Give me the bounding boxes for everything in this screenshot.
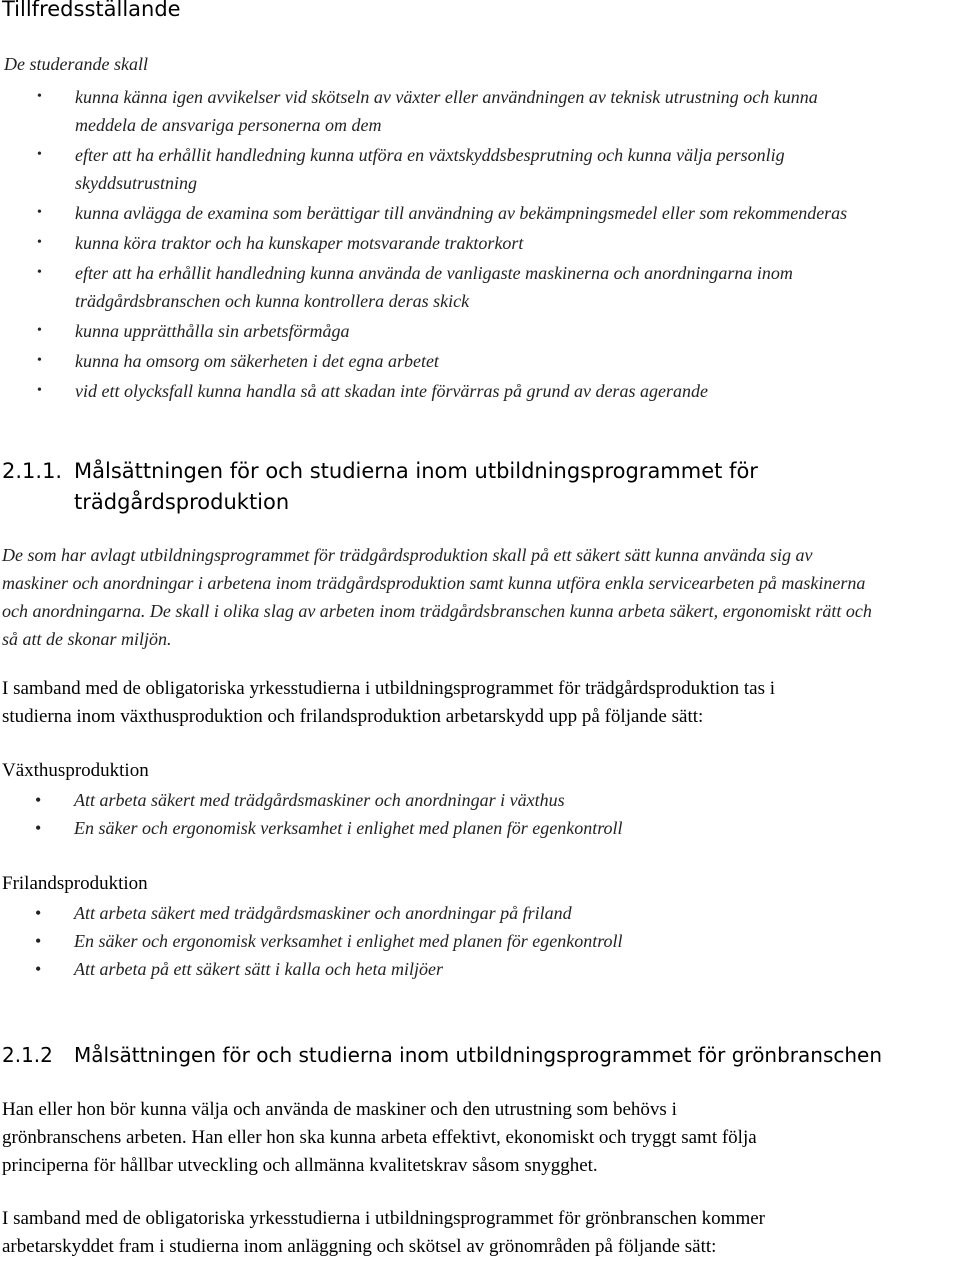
section-title-line: trädgårdsproduktion	[74, 490, 290, 514]
greenhouse-list	[0, 786, 960, 842]
bullet-icon: •	[37, 89, 42, 104]
section-number: 2.1.2	[2, 1043, 53, 1067]
section-number: 2.1.1.	[2, 459, 63, 483]
bullet-icon: •	[35, 903, 42, 923]
bullet-icon: •	[37, 235, 42, 250]
list-item-line: kunna upprätthålla sin arbetsförmåga	[75, 321, 350, 341]
section-211-heading	[2, 456, 758, 518]
paragraph-line: I samband med de obligatoriska yrkesstudierna i utbildningsprogrammet för grönbranschen kommer	[2, 1208, 765, 1229]
list-item	[0, 199, 960, 227]
list-item-line: efter att ha erhållit handledning kunna använda de vanligaste maskinerna och anordningarna inom	[75, 263, 793, 283]
list-item-line: trädgårdsbranschen och kunna kontrollera deras skick	[75, 291, 470, 311]
section-heading: Tillfredsställande	[2, 0, 181, 21]
section-211-paragraph-1	[2, 541, 954, 653]
bullet-icon: •	[37, 383, 42, 398]
list-item-text: Att arbeta säkert med trädgårdsmaskiner och anordningar på friland	[74, 903, 572, 923]
list-item-line: kunna avlägga de examina som berättigar till användning av bekämpningsmedel eller som rekommenderas	[75, 203, 848, 223]
list-item-text: Att arbeta på ett säkert sätt i kalla och heta miljöer	[74, 959, 443, 979]
list-item-line: meddela de ansvariga personerna om dem	[75, 115, 382, 135]
paragraph-line: I samband med de obligatoriska yrkesstudierna i utbildningsprogrammet för trädgårdsproduktion tas i	[2, 678, 776, 699]
list-item	[0, 141, 960, 197]
bullet-icon: •	[35, 931, 42, 951]
section-212-paragraph-2	[2, 1205, 954, 1261]
list-item-text: En säker och ergonomisk verksamhet i enlighet med planen för egenkontroll	[74, 818, 623, 838]
list-item-line: efter att ha erhållit handledning kunna utföra en växtskyddsbesprutning och kunna välja personlig	[75, 145, 785, 165]
greenhouse-label: Växthusproduktion	[2, 760, 149, 781]
section-title-line: Målsättningen för och studierna inom utbildningsprogrammet för grönbranschen	[74, 1043, 883, 1067]
field-list	[0, 899, 960, 983]
list-item	[0, 955, 960, 983]
competence-list	[0, 83, 960, 407]
paragraph-line: arbetarskyddet fram i studierna inom anläggning och skötsel av grönområden på följande sätt:	[2, 1236, 717, 1257]
list-item-line: skyddsutrustning	[75, 173, 198, 193]
field-label: Frilandsproduktion	[2, 873, 148, 894]
paragraph-line: grönbranschens arbeten. Han eller hon ska kunna arbeta effektivt, ekonomiskt och tryggt samt följa	[2, 1127, 757, 1148]
section-title-line: Målsättningen för och studierna inom utbildningsprogrammet för	[74, 459, 758, 483]
bullet-icon: •	[35, 959, 42, 979]
list-item	[0, 229, 960, 257]
list-item	[0, 259, 960, 315]
section-211-paragraph-2	[2, 675, 954, 731]
paragraph-line: så att de skonar miljön.	[2, 629, 172, 649]
section-212-heading	[2, 1040, 882, 1071]
list-item	[0, 814, 960, 842]
bullet-icon: •	[37, 323, 42, 338]
list-item	[0, 377, 960, 405]
paragraph-line: Han eller hon bör kunna välja och använda de maskiner och den utrustning som behövs i	[2, 1099, 677, 1120]
list-item-text: En säker och ergonomisk verksamhet i enlighet med planen för egenkontroll	[74, 931, 623, 951]
list-item	[0, 786, 960, 814]
bullet-icon: •	[35, 790, 42, 810]
paragraph-line: och anordningarna. De skall i olika slag av arbeten inom trädgårdsbranschen kunna arbeta säkert, ergonomiskt rätt och	[2, 601, 872, 621]
list-item-line: kunna känna igen avvikelser vid skötseln av växter eller användningen av teknisk utrustning och kunna	[75, 87, 818, 107]
paragraph-line: De som har avlagt utbildningsprogrammet för trädgårdsproduktion skall på ett säkert sätt kunna använda sig av	[2, 545, 813, 565]
bullet-icon: •	[35, 818, 42, 838]
section-212-paragraph-1	[2, 1096, 954, 1180]
paragraph-line: principerna för hållbar utveckling och allmänna kvalitetskrav såsom snygghet.	[2, 1155, 598, 1176]
bullet-icon: •	[37, 205, 42, 220]
list-item-text: Att arbeta säkert med trädgårdsmaskiner och anordningar i växthus	[74, 790, 565, 810]
bullet-icon: •	[37, 147, 42, 162]
list-item	[0, 347, 960, 375]
bullet-icon: •	[37, 353, 42, 368]
list-item-line: kunna ha omsorg om säkerheten i det egna arbetet	[75, 351, 439, 371]
paragraph-line: maskiner och anordningar i arbetena inom trädgårdsproduktion samt kunna utföra enkla servicearbeten på maskinerna	[2, 573, 866, 593]
list-item	[0, 927, 960, 955]
bullet-icon: •	[37, 265, 42, 280]
list-item	[0, 317, 960, 345]
list-item	[0, 899, 960, 927]
paragraph-line: studierna inom växthusproduktion och frilandsproduktion arbetarskydd upp på följande sätt:	[2, 706, 704, 727]
list-item-line: kunna köra traktor och ha kunskaper motsvarande traktorkort	[75, 233, 524, 253]
intro-text: De studerande skall	[4, 54, 148, 74]
list-item-line: vid ett olycksfall kunna handla så att skadan inte förvärras på grund av deras agerande	[75, 381, 708, 401]
list-item	[0, 83, 960, 139]
